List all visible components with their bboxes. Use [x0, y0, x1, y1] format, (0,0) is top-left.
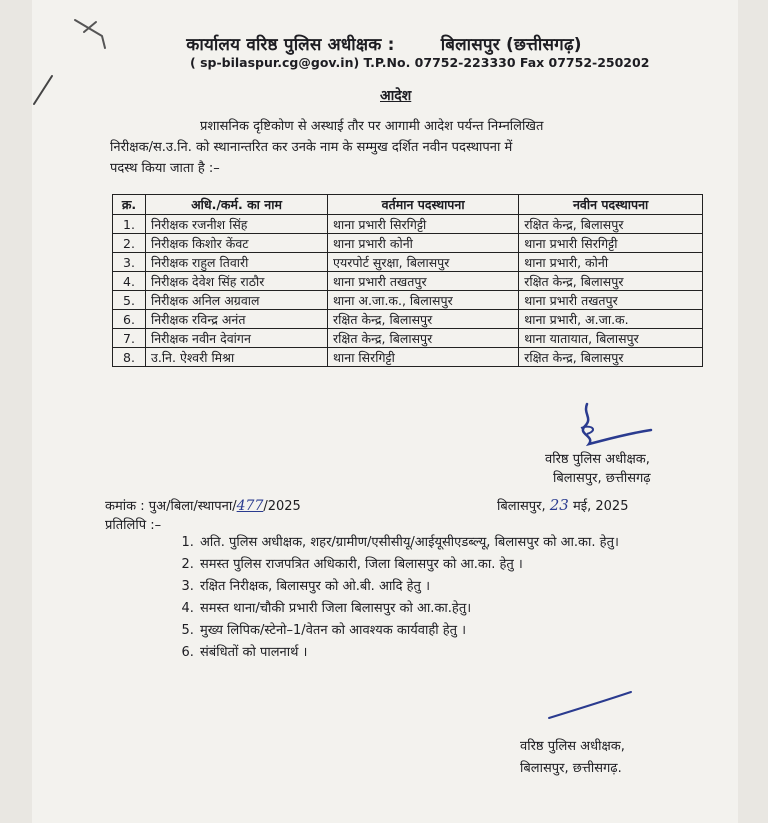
- table-header-row: [113, 195, 703, 215]
- order-date: [497, 496, 628, 514]
- signatory-place: बिलासपुर, छत्तीसगढ़: [553, 471, 651, 486]
- cell-name: निरीक्षक रविन्द्र अनंत: [146, 310, 328, 329]
- table-row: [113, 215, 703, 234]
- office-contact: ( sp-bilaspur.cg@gov.in) T.P.No. 07752-223330 Fax 07752-250202: [190, 55, 650, 70]
- cell-current-posting: थाना प्रभारी तखतपुर: [328, 272, 519, 291]
- signature-stroke-icon: [545, 688, 635, 724]
- cell-current-posting: थाना प्रभारी कोनी: [328, 234, 519, 253]
- list-item: 4. समस्त थाना/चौकी प्रभारी जिला बिलासपुर को आ.का.हेतु।: [198, 598, 718, 620]
- signatory-designation: वरिष्ठ पुलिस अधीक्षक,: [520, 739, 625, 754]
- col-header-name: अधि./कर्म. का नाम: [146, 195, 328, 215]
- cell-name: निरीक्षक अनिल अग्रवाल: [146, 291, 328, 310]
- table-row: [113, 310, 703, 329]
- table-row: [113, 234, 703, 253]
- date-prefix: बिलासपुर,: [497, 499, 546, 514]
- list-item: 1. अति. पुलिस अधीक्षक, शहर/ग्रामीण/एसीसीयू/आईयूसीएडब्ल्यू, बिलासपुर को आ.का. हेतु।: [198, 532, 718, 554]
- table-row: [113, 253, 703, 272]
- cell-current-posting: रक्षित केन्द्र, बिलासपुर: [328, 310, 519, 329]
- cell-serial: 4.: [113, 272, 146, 291]
- table-row: [113, 291, 703, 310]
- col-header-serial: क्र.: [113, 195, 146, 215]
- cell-new-posting: रक्षित केन्द्र, बिलासपुर: [519, 272, 703, 291]
- date-suffix: मई, 2025: [572, 499, 629, 514]
- date-handwritten-day: 23: [549, 496, 569, 514]
- intro-line-2: निरीक्षक/स.उ.नि. को स्थानान्तरित कर उनके नाम के सम्मुख दर्शित नवीन पदस्थापना में: [110, 140, 513, 155]
- copy-list: [180, 532, 718, 664]
- cell-name: निरीक्षक किशोर केंवट: [146, 234, 328, 253]
- signatory-designation: वरिष्ठ पुलिस अधीक्षक,: [545, 452, 650, 467]
- cell-current-posting: रक्षित केन्द्र, बिलासपुर: [328, 329, 519, 348]
- cell-serial: 3.: [113, 253, 146, 272]
- copy-label: प्रतिलिपि :–: [105, 518, 162, 533]
- cell-serial: 7.: [113, 329, 146, 348]
- cell-new-posting: थाना प्रभारी, कोनी: [519, 253, 703, 272]
- order-title: आदेश: [380, 88, 412, 104]
- cell-name: निरीक्षक रजनीश सिंह: [146, 215, 328, 234]
- cell-serial: 1.: [113, 215, 146, 234]
- cell-name: निरीक्षक राहुल तिवारी: [146, 253, 328, 272]
- reference-prefix: कमांक : पुअ/बिला/स्थापना/: [105, 499, 237, 514]
- intro-line-1: प्रशासनिक दृष्टिकोण से अस्थाई तौर पर आगामी आदेश पर्यन्त निम्नलिखित: [200, 119, 544, 134]
- col-header-new-posting: नवीन पदस्थापना: [519, 195, 703, 215]
- office-place: बिलासपुर (छत्तीसगढ़): [440, 35, 582, 55]
- reference-handwritten-number: 477: [236, 498, 264, 514]
- office-title: [0, 32, 768, 55]
- cell-new-posting: थाना प्रभारी तखतपुर: [519, 291, 703, 310]
- cell-current-posting: थाना प्रभारी सिरगिट्टी: [328, 215, 519, 234]
- order-intro: [110, 116, 700, 179]
- cell-serial: 8.: [113, 348, 146, 367]
- cell-new-posting: रक्षित केन्द्र, बिलासपुर: [519, 215, 703, 234]
- signatory-place: बिलासपुर, छत्तीसगढ़.: [520, 761, 622, 776]
- cell-new-posting: रक्षित केन्द्र, बिलासपुर: [519, 348, 703, 367]
- reference-number: [105, 496, 301, 514]
- cell-current-posting: थाना सिरगिट्टी: [328, 348, 519, 367]
- reference-suffix: /2025: [263, 499, 301, 514]
- signature-block-2: [520, 736, 625, 780]
- cell-name: निरीक्षक देवेश सिंह राठौर: [146, 272, 328, 291]
- list-item: 2. समस्त पुलिस राजपत्रित अधिकारी, जिला बिलासपुर को आ.का. हेतु ।: [198, 554, 718, 576]
- table-row: [113, 272, 703, 291]
- cell-new-posting: थाना प्रभारी सिरगिट्टी: [519, 234, 703, 253]
- office-title-text: कार्यालय वरिष्ठ पुलिस अधीक्षक :: [186, 35, 395, 55]
- cell-current-posting: थाना अ.जा.क., बिलासपुर: [328, 291, 519, 310]
- posting-table: [112, 194, 703, 367]
- cell-current-posting: एयरपोर्ट सुरक्षा, बिलासपुर: [328, 253, 519, 272]
- cell-new-posting: थाना यातायात, बिलासपुर: [519, 329, 703, 348]
- cell-serial: 6.: [113, 310, 146, 329]
- intro-line-3: पदस्थ किया जाता है :–: [110, 161, 220, 176]
- list-item: 6. संबंधितों को पालनार्थ ।: [198, 642, 718, 664]
- table-row: [113, 348, 703, 367]
- pen-stroke-mark-icon: [30, 70, 60, 110]
- cell-new-posting: थाना प्रभारी, अ.जा.क.: [519, 310, 703, 329]
- table-row: [113, 329, 703, 348]
- cell-name: उ.नि. ऐश्वरी मिश्रा: [146, 348, 328, 367]
- col-header-current-posting: वर्तमान पदस्थापना: [328, 195, 519, 215]
- signature-block-1: [545, 450, 651, 488]
- list-item: 3. रक्षित निरीक्षक, बिलासपुर को ओ.बी. आदि हेतु ।: [198, 576, 718, 598]
- cell-serial: 5.: [113, 291, 146, 310]
- list-item: 5. मुख्य लिपिक/स्टेनो–1/वेतन को आवश्यक कार्यवाही हेतु ।: [198, 620, 718, 642]
- cell-serial: 2.: [113, 234, 146, 253]
- cell-name: निरीक्षक नवीन देवांगन: [146, 329, 328, 348]
